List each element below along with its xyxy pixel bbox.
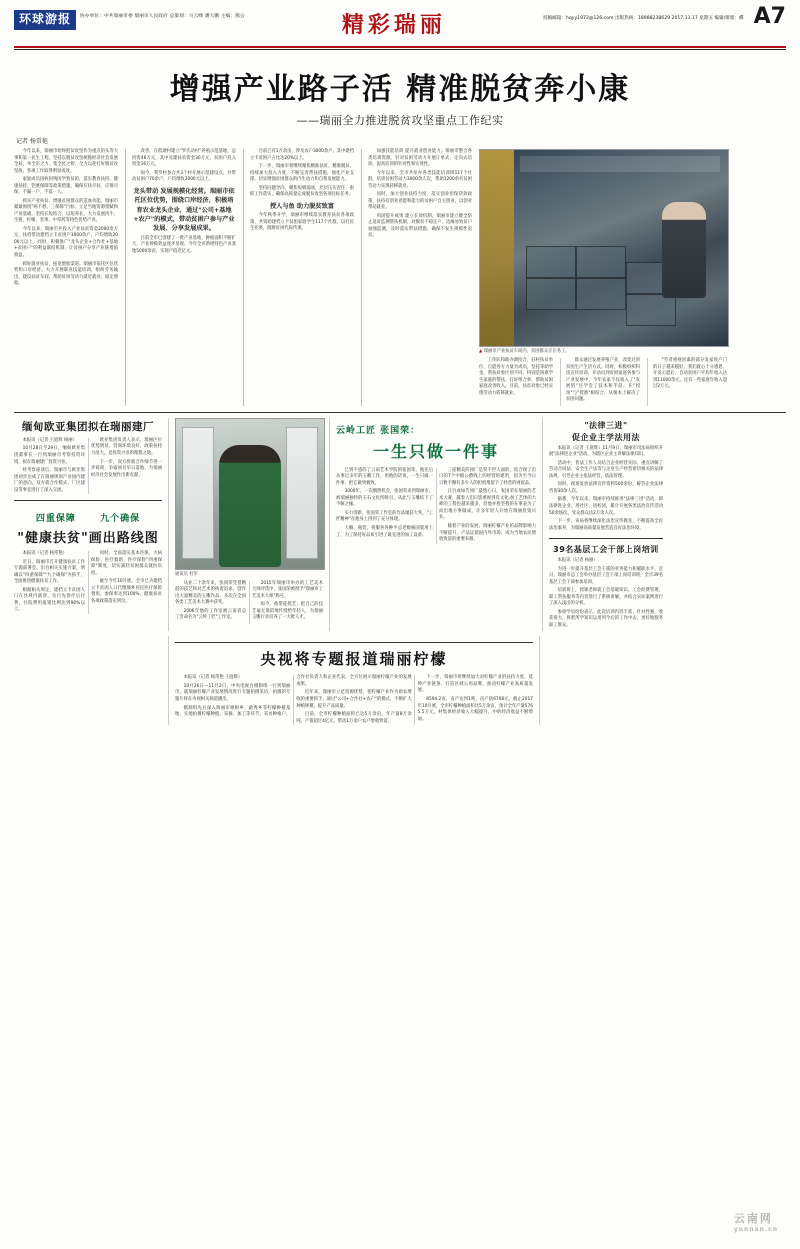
photo-panel [286, 427, 318, 559]
paragraph: 抓实产业扶贫，增强贫困群众的造血功能。瑞丽市紧紧围绕"两不愁、三保障"目标，立足当地资源禀赋和产业基础，坚持长短结合、以短养长，大力发展肉牛、生猪、柠檬、坚果、中草药等特色优势产业。 [14, 198, 118, 224]
masthead-meta: 协办单位：中共瑞丽市委 瑞丽市人民政府 总策划：马云峰 潘大鹏 主编：熊公 [80, 14, 245, 19]
paragraph: "劳者重视因素的部分发家致户门的日子越来越好，我们就心十分感恩，开发心愿后，自动贫困户平均年收入达到11000余元，还有一些家庭年收入超过2万元。 [653, 358, 727, 390]
article-craftsman [329, 418, 536, 632]
bottom-section [14, 636, 786, 725]
paragraph: 10月26日—11月2日，中央电视台摄制组一行到瑞丽市，就瑞丽柠檬产业发展情况进行专题拍摄采访，拍摄的专题片将在央视相关频道播出。 [175, 683, 291, 703]
photo-craftsman [219, 445, 281, 567]
craftsman-kicker: 云岭工匠 张国荣： [336, 425, 421, 436]
paragraph [14, 438, 85, 445]
section-title: 精彩瑞丽 [341, 13, 446, 38]
paragraph: 摄制组先后深入瑞丽市姐相乡、勐秀乡等柠檬种植基地，实地拍摄柠檬种植、采摘、加工等环节，采访种植户、合作社负责人和企业代表，全方位展示瑞丽柠檬产业的发展成果。 [175, 675, 412, 718]
craftsman-photo-caption: 通讯员 杜军 [175, 571, 198, 577]
article-health-byline: 本报讯（记者 杨常艳） [22, 551, 67, 557]
paragraph: 如今，我罗村参合共3个村开展示范建设点，共带动贫困户70余户，户均增收3000元以上。 [132, 170, 236, 183]
lead-photo-undertext [479, 358, 727, 406]
lead-subhead: ——瑞丽全力推进脱贫攻坚重点工作纪实 [296, 114, 504, 127]
caption-text: 瑞丽市产业扶贫车间内，贫困群众正在务工。 [483, 349, 570, 354]
paragraph: 下一步，瑞丽市将继续聚焦精准扶贫、精准脱贫，持续加大投入力度，不断完善帮扶措施，强化产业支撑，切实增强贫困群众的内生动力和自我发展能力。 [250, 164, 354, 183]
paragraph: 8594.2亩，亩产达到1吨，亩产值6708元，截止2017年10月底，全市柠檬种植面积达5万余亩，预计全年产量5765.5万元，村集体经济收入大幅提升，中的经济收益不断增加。 [417, 697, 533, 722]
paragraph: 同时，加大创业扶持力度，落实创业担保贷款政策，扶持有创业意愿和能力的贫困户自主创业，以创业带动就业。 [368, 192, 472, 211]
lead-column-1 [14, 149, 118, 406]
craftsman-body [336, 468, 536, 544]
paragraph: 本报讯（记者 杨丽） [557, 558, 598, 564]
paragraph: 三座精美的园厂是贸不世人面的，结合现了出口的7个中级公爵线上的经营的建筑，因为至今日日数不濒有多少人的担机堆留下了经营的财富品。 [439, 467, 536, 486]
paragraph: 3000年，一次偶然机会，张国荣来到瑞丽市，被瑞丽独特的玉石文化所吸引，从此与玉雕结下了不解之缘。 [336, 489, 433, 508]
lead-headline: 增强产业路子活 精准脱贫奔小康 [169, 72, 631, 107]
lead-subsection-title: 龙头带动 发展规模化经营。瑞丽市依托区位优势，围绕口岸经济，积极培育农业龙头企业，通过"公司+基地+农户"的模式，带动贫困户参与产业发展、分享发展成果。 [133, 187, 235, 233]
masthead-rule-thin [14, 49, 786, 50]
paragraph: 如今，他带徒授艺，把自己的技艺毫无保留地传授给年轻人，为瑞丽玉雕行业培养了一大批人才。 [252, 602, 323, 621]
paragraph: 培训班上，授课老师就工会基础知识、工会经费管理、职工帮扶服务等内容进行了系统讲解，并结合实际案例进行了深入浅出的分析。 [549, 588, 663, 607]
photo-crate [576, 246, 626, 278]
paragraph: 巩固提升成果 建立长效机制。瑞丽市建立健全防止返贫监测帮扶机制，对脱贫不稳定户、边缘易致贫户加强监测，及时落实帮扶措施，确保不发生规模性返贫。 [368, 213, 472, 239]
paragraph: 2015年瑞丽市举办的工艺美术大师评选中，张国荣被授予"瑞丽市工艺美术大师"称号。 [252, 580, 323, 599]
paragraph: 2006年他的工作室被云南省总工会命名为"云岭工匠"工作室。 [175, 608, 246, 621]
photo-pillar [480, 150, 514, 346]
paragraph: 日百成如告园厂最饱心日，张国荣在瑞丽的艺术大赛，越着人们日影重视到有文化,加工艺体的大师的工程也越来越多，但他并将坚程的在事表为了而出地方事做成，许多年轻人开始在瑞丽投资兴业。 [439, 489, 536, 521]
photo-worker [662, 202, 706, 298]
paragraph: 从业二十余年来，张国荣凭借精湛的技艺和对艺术的执着追求，创作出大量精美的玉雕作品，多次在全国各类工艺美术大赛中获奖。 [175, 580, 246, 606]
photo-panel [182, 427, 214, 559]
paragraph: 10月28日至29日，缅甸欧亚集团董事长一行到瑞丽市考察投资环境，拟在瑞丽建厂投资兴业。 [14, 446, 85, 465]
paragraph: 实力创新，张国荣工作室的作品屡获大奖，"工匠精神"在他身上得到了充分体现。 [336, 510, 433, 523]
paragraph: 今年以来，瑞丽市始终把贫攻坚作为重点的头等大事和第一民生工程，坚持以脱贫攻坚统揽经济社会发展全局，举全市之力、集全民之智，全力以赴打好脱贫攻坚战，各项工作取得明显成效。 [14, 149, 118, 174]
undertext-column-2 [560, 358, 640, 406]
paragraph: 工作队和联办调度合，驻村扶贫单位、自愿各方力量为成员，坚持等助学金，帮扶对象区别不同，特别是困难学生家庭的帮扶，打好组合拳，帮助贫困家庭改善收入，目前，扶贫对象已经实现劳动力转移就业。 [479, 358, 553, 396]
lead-column-2 [125, 149, 236, 406]
article-craftsman-photo-col [168, 418, 323, 632]
lead-column-4 [361, 149, 472, 406]
article-health-body [14, 551, 162, 614]
article-divider-2 [549, 538, 663, 539]
craftsman-kicker-row [336, 418, 536, 437]
paragraph: 目前，全市柠檬种植面积已达5万余亩，年产量8万余吨，产值超过4亿元，带动1万余户农户增收致富。 [296, 712, 412, 724]
kicker-1: 四重保障 [35, 514, 76, 525]
paragraph: 群众通过发展养殖产业，改变过的贫困生产生活方式。同时，积极组织科技宣传培训，开动员到贫困家庭各参与产业发展中，今年农家不仅收入了"发展链"还学会了技术和手段。在"授鱼"与"授渔"相结合，从根本上解决了贫困问题。 [566, 358, 640, 403]
page-number: A7 [753, 4, 786, 29]
paragraph: 参训学员纷纷表示，此次培训内容丰富、针对性强，收获很大，将把所学知识运用到今后的工作中去，更好地服务职工群众。 [549, 609, 663, 628]
article-law-body [549, 446, 663, 532]
paragraph: 加强技能培训 提升就业创业能力。瑞丽市整合各类培训资源，针对贫困劳动力开展订单式、定向式培训，提高培训的针对性和实效性。 [368, 149, 472, 168]
paragraph: 今年以来，全市共举办各类技能培训班117个社群，培训贫困劳动力3000余人次，帮助1200余名贫困劳动力实现转移就业。 [368, 170, 472, 189]
photo-crate [576, 278, 626, 310]
photo-crate [526, 246, 576, 278]
paragraph: 抓好就业扶贫，拓宽增收渠道。瑞丽市依托区位优势和口岸经济，大力开展职业技能培训，组织劳务输出，建设扶贫车间，帮助贫困劳动力就近就业、稳定增收。 [14, 261, 118, 287]
paragraph: 家庭成员因病因残因学致贫的，落实教育扶持、健康扶持、兜底保障等政策措施，确保应扶尽扶、应保尽保，不漏一户、不落一人。 [14, 177, 118, 196]
paragraph: 大楠、瓶装，将服务各种半总老级核国架用上了，为了保持好品质引进了最先进的加工设备。 [336, 525, 433, 538]
paragraph: 活动中，普法工作人员结合企业经营实际，重点讲解了劳动合同法、安全生产法等与企业生产经营密切相关的法律法规，引导企业主依法经营、依法管理。 [549, 460, 663, 479]
paragraph [14, 551, 85, 558]
masthead [14, 4, 786, 44]
photo-band [520, 156, 720, 172]
article-lemon [168, 636, 533, 725]
undertext-column-3 [647, 358, 727, 406]
lemon-divider [175, 642, 533, 643]
article-law-title-1: "法律三进" [584, 420, 628, 430]
watermark-sub: yunnan.cn [733, 1226, 778, 1233]
article-union-title: 39名基层工会干部上岗培训 [553, 545, 659, 555]
paragraph: 本报讯（记者 杨常艳 王庭辉） [183, 675, 243, 681]
paragraph: 随着产业的发展，瑞丽柠檬产业的品牌影响力不断提升，产品远销国内外市场，成为当地农民增收致富的重要来源。 [439, 523, 536, 543]
bottom-spacer-left [14, 636, 162, 725]
bottom-spacer-right [539, 636, 660, 725]
lead-byline: 记者 杨常艳 [16, 138, 48, 145]
paragraph: 下一步，该局将继续深化法治宣传教育，不断提高全民法治素养，为瑞丽高质量发展营造良好法治环境。 [549, 519, 663, 531]
article-health-title: "健康扶贫"画出路线图 [17, 531, 159, 547]
article-ouya [14, 418, 162, 632]
lead-column-3 [243, 149, 354, 406]
publication-logo: 环球游报 [14, 10, 76, 30]
craftsman-body-left [175, 581, 323, 624]
paragraph: 今年以来，瑞丽市共投入产业扶贫资金2000余万元，扶持带动建档立卡贫困户3000余户，户均增收2000元以上。同时，积极推广"龙头企业+合作社+基地+贫困户"的利益联结机制，让贫困户分享产业链增值收益。 [14, 226, 118, 258]
lead-article [14, 149, 786, 406]
paragraph: 本报讯（记者 王庭辉）11月9日，瑞丽市司法局组织开展"法律进企业"活动，为辖区企业主讲解法律知识。 [549, 445, 663, 458]
paragraph: 欧亚集团负责人表示，瑞丽区位优势明显，营商环境良好，政策扶持力度大，是投资兴业的理想之地。 [91, 437, 162, 456]
lemon-body [175, 675, 533, 725]
lead-photo [479, 149, 729, 347]
paragraph: 近日，瑞丽市召开健康扶贫工作专题部署会，出台相关实施方案，明确以"四重保障""九个确保"为抓手，全面推进健康扶贫工作。 [14, 559, 85, 585]
paragraph: 同时，现场发放法律宣传资料500余份，解答企业法律咨询30余人次。 [549, 482, 663, 494]
paragraph: 近年来，瑞丽市立足资源优势，把柠檬产业作为助农增收的重要抓手，通过"公司+合作社+农户"的模式，不断扩大种植规模，提升产品质量。 [296, 690, 412, 709]
lemon-title: 央视将专题报道瑞丽柠檬 [260, 650, 448, 669]
paragraph: 经考察座谈后，瑞丽市与欧亚集团初步达成了在瑞丽规划产业园内建厂的意向，双方就合作模式、厂区建设等事宜进行了深入交流。 [14, 468, 85, 493]
paragraph: 据悉，今年以来，瑞丽市持续推进"法律三进"活动，即法律进企业、进社区、进校园，累计开展各类法治宣传活动50余场次，受众群众达2万余人次。 [549, 497, 663, 516]
photo-crate [626, 294, 676, 326]
lead-photo-caption [479, 349, 727, 355]
caption-marker: ▲ [479, 349, 483, 354]
section-divider [14, 412, 786, 413]
paragraph: 目前全市已创建了一批产业基地，种植面积不断扩大，产业规模效益逐步显现。今年全市新增特色产业基地5000余亩，实现产值近亿元。 [132, 235, 236, 254]
article-divider [14, 500, 162, 501]
article-ouya-body [14, 438, 162, 494]
lead-photo-block [479, 149, 727, 406]
paragraph: 同时，全面落实基本医保、大病保险、医疗救助、医疗保险"四重保障"制度，切实减轻贫困群众就医负担。 [91, 551, 162, 576]
craftsman-title: 一生只做一件事 [372, 441, 499, 461]
paragraph: 根据相关规定，建档立卡贫困人口在县域内就诊，实行先诊疗后付费，住院费用报销比例达到90%以上。 [14, 587, 85, 613]
article-law-title-2: 促企业主学法用法 [572, 432, 640, 442]
middle-section [14, 418, 786, 632]
masthead-rule-red [14, 46, 786, 48]
paragraph: 截至今年10月底，全市已为建档立卡贫困人口代缴城乡居民医疗保险费用，参保率达到100%，健康扶贫各项政策落实到位。 [91, 579, 162, 604]
masthead-right-meta: 投稿邮箱：hqyy1972@126.com 出版热线：18988238629 2017.11.17 星期五 编辑/排版：蝶 [542, 16, 744, 21]
paragraph: 目前已有1万余亩，涉及农户3000余户，其中建档立卡贫困户占比达20%以上。 [250, 149, 354, 161]
paragraph: 为进一步提升基层工会干部的业务能力和履职水平，近日，瑞丽市总工会举办基层工会干部上岗培训班，全市39名基层工会干部参加培训。 [549, 566, 663, 585]
paragraph: 下一步，双方将就合作细节进一步磋商，争取项目早日落地，为瑞丽经济社会发展作出新贡献。 [91, 459, 162, 478]
paragraph: 坚持问题导向，聚焦短板弱项，层层压实责任，狠抓工作落实，确保高质量完成脱贫攻坚各项目标任务。 [250, 185, 354, 198]
kicker-2: 九个确保 [100, 514, 141, 525]
paragraph: 今年秋季开学，瑞丽市继续落实教育扶贫各项政策，共资助建档立卡贫困家庭学生117个社群，以打民生托底，阻断贫困代际传递。 [250, 213, 354, 232]
article-union-body [549, 558, 663, 629]
watermark-main: 云南网 [733, 1212, 773, 1225]
article-ouya-title: 缅甸欧亚集团拟在瑞丽建厂 [22, 420, 154, 433]
paragraph: 改善，在低矮村建立"罗氏动村"养殖示范基地，总投资46万元，其中见建扶贫资金30万元，贫困户投入资金16万元。 [132, 149, 236, 168]
watermark [734, 1210, 778, 1233]
article-ouya-byline: 本报讯（记者 王庭辉 杨丽） [22, 437, 77, 443]
craftsman-photo [175, 418, 325, 570]
article-health-kickers [14, 506, 162, 525]
lead-subsection-title-2: 授人与鱼 助力脱贫致富 [269, 202, 335, 210]
article-law [542, 418, 663, 632]
paragraph: 已到不惑的了云南艺术学院的张国荣，他先后从事过多年的玉雕工作，用他的话说，一生只做一件事，把它做到极致。 [336, 467, 433, 486]
paragraph: 下一步，瑞丽市将继续加大对柠檬产业的扶持力度，延伸产业链条，打造区域公用品牌，推动柠檬产业高质量发展。 [417, 675, 533, 694]
undertext-column-1 [479, 358, 553, 406]
photo-crate [526, 278, 576, 310]
